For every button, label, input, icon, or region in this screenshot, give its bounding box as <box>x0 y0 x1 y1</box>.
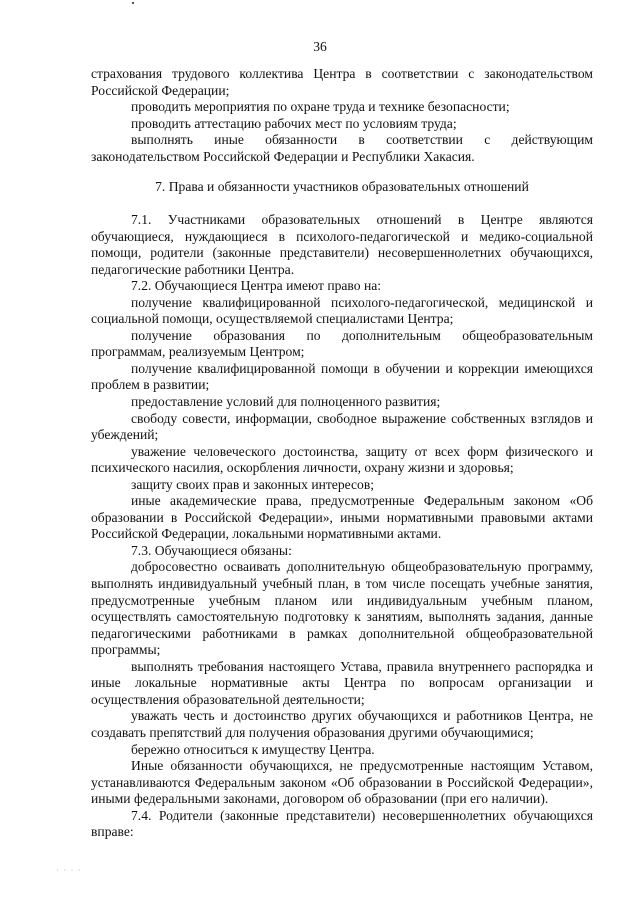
paragraph: уважать честь и достоинство других обучающихся и работников Центра, не создавать препятствий для получения образования другими обучающимися; <box>91 708 593 740</box>
section-text-block <box>91 212 593 841</box>
paragraph: 7.2. Обучающиеся Центра имеют право на: <box>131 278 382 294</box>
paragraph: иные академические права, предусмотренные Федеральным законом «Об образовании в Российской Федерации», иными нормативными правовыми актами Российской Федерации, локальными нормативными актами. <box>91 493 593 542</box>
page-number: 36 <box>313 39 327 54</box>
top-text-block <box>91 66 593 165</box>
paragraph: защиту своих прав и законных интересов; <box>131 476 375 492</box>
paragraph: страхования трудового коллектива Центра в соответствии с законодательством Российской Федерации; <box>91 66 593 98</box>
paragraph: 7.1. Участниками образовательных отношений в Центре являются обучающиеся, нуждающиеся в психолого-педагогической и медико-социальной помощи, родители (законные представители) несовершеннолетних обучающихся, педагогические работники Центра. <box>91 212 593 277</box>
paragraph: бережно относиться к имуществу Центра. <box>131 741 375 757</box>
paragraph: 7.4. Родители (законные представители) несовершеннолетних обучающихся вправе: <box>91 807 593 840</box>
paragraph: получение образования по дополнительным общеобразовательным программам, реализуемым Центром; <box>91 327 593 360</box>
scan-dot <box>132 2 134 4</box>
paragraph: получение квалифицированной психолого-педагогической, медицинской и социальной помощи, осуществляемой специалистами Центра; <box>91 294 593 327</box>
section-heading: 7. Права и обязанности участников образовательных отношений <box>155 179 529 194</box>
paragraph: выполнять требования настоящего Устава, правила внутреннего распорядка и иные локальные нормативные акты Центра по вопросам организации и осуществления образовательной деятельности; <box>91 658 593 707</box>
paragraph: проводить аттестацию рабочих мест по условиям труда; <box>131 115 457 131</box>
paragraph: 7.3. Обучающиеся обязаны: <box>131 542 292 558</box>
scan-artifact: · · · · <box>56 865 82 875</box>
paragraph: проводить мероприятия по охране труда и технике безопасности; <box>131 99 510 115</box>
paragraph: предоставление условий для полноценного развития; <box>131 394 441 410</box>
paragraph: добросовестно осваивать дополнительную общеобразовательную программу, выполнять индивидуальный учебный план, в том числе посещать учебные занятия, предусмотренные учебным планом или индивидуальным учебным планом, осуществлять самостоятельную подготовку к занятиям, выполнять задания, данные педагогическими работниками в рамках дополнительной общеобразовательной программы; <box>91 559 593 658</box>
paragraph: уважение человеческого достоинства, защиту от всех форм физического и психического насилия, оскорбления личности, охрану жизни и здоровья; <box>91 443 593 476</box>
paragraph: свободу совести, информации, свободное выражение собственных взглядов и убеждений; <box>91 410 593 443</box>
paragraph: получение квалифицированной помощи в обучении и коррекции имеющихся проблем в развитии; <box>91 360 593 393</box>
paragraph: выполнять иные обязанности в соответствии с действующим законодательством Российской Федерации и Республики Хакасия. <box>91 132 593 164</box>
paragraph: Иные обязанности обучающихся, не предусмотренные настоящим Уставом, устанавливаются Федеральным законом «Об образовании в Российской Федерации», иными федеральными законами, договором об образовании (при его наличии). <box>91 758 593 807</box>
